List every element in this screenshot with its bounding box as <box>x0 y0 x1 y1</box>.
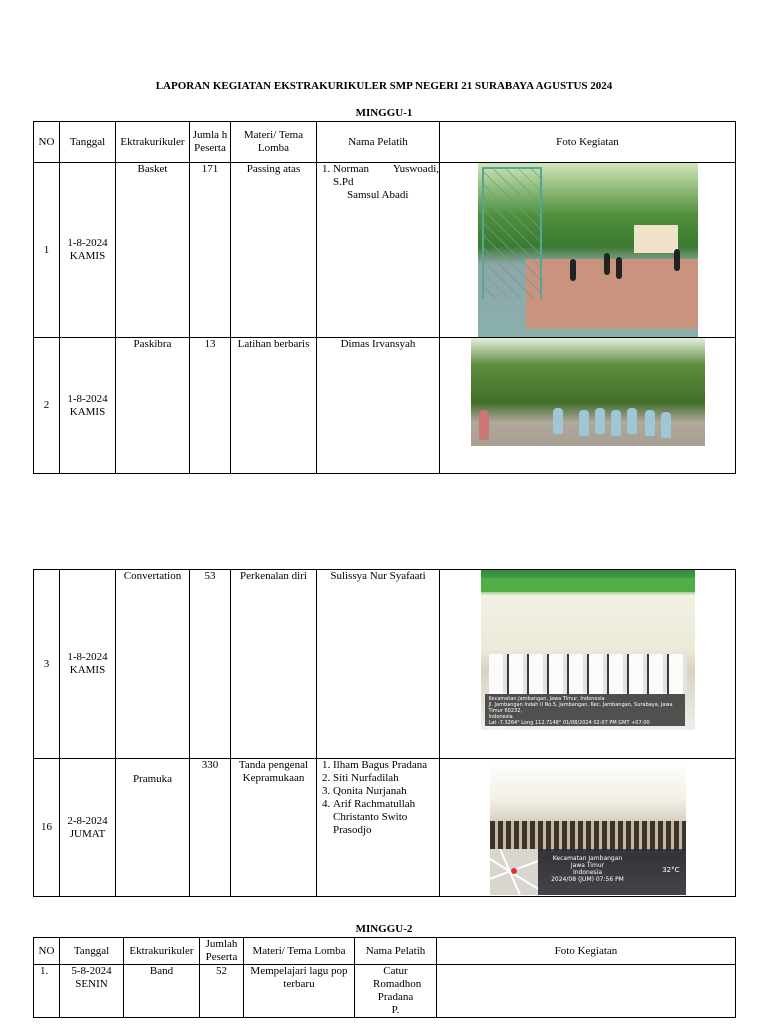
row-pelatih: Dimas Irvansyah <box>317 338 440 474</box>
row-date <box>60 965 124 1018</box>
geotag-line: Kecamatan Jambangan <box>552 855 623 862</box>
row-materi: Mempelajari lagu pop terbaru <box>244 965 355 1018</box>
geotag-temperature: 32°C <box>662 866 680 874</box>
player-figure <box>616 257 622 279</box>
header-ekstrakurikuler: Ektrakurikuler <box>116 122 190 163</box>
building-shape <box>634 225 678 253</box>
row-materi: Latihan berbaris <box>231 338 317 474</box>
row-date <box>60 759 116 897</box>
row-foto <box>440 570 736 759</box>
row-no: 3 <box>34 570 60 759</box>
pelatih-item: Samsul Abadi <box>347 189 409 201</box>
pelatih-list <box>317 163 439 189</box>
week-1-label: MINGGU-1 <box>355 107 413 119</box>
day-text: KAMIS <box>69 250 106 262</box>
table-row <box>34 759 736 897</box>
row-ekstrakurikuler: Basket <box>116 163 190 338</box>
geotag-line: Indonesia <box>488 714 513 720</box>
geotag-line: Lat -7.3264° Long 112.7148° 01/08/2024 02:07 PM GMT +07:00 <box>488 720 650 726</box>
photo-basket <box>478 163 698 337</box>
pelatih-item: 3. Qonita Nurjanah <box>333 785 439 798</box>
court-shape <box>526 259 698 329</box>
pelatih-item: 2. Siti Nurfadilah <box>333 772 439 785</box>
person-figure <box>627 408 637 434</box>
row-ekstrakurikuler: Pramuka <box>116 759 190 897</box>
player-figure <box>604 253 610 275</box>
pelatih-item: 4. Arif Rachmatullah Christanto Swito Prasodjo <box>333 798 439 837</box>
geotag-line: Jawa Timur <box>570 862 605 869</box>
person-figure <box>611 410 621 436</box>
photo-pramuka <box>490 759 686 895</box>
header-jumlah-peserta: Jumlah Peserta <box>200 938 244 965</box>
week-2-label: MINGGU-2 <box>355 923 413 935</box>
table-header-row <box>34 938 736 965</box>
week-1-table <box>33 121 736 474</box>
row-date <box>60 570 116 759</box>
header-materi: Materi/ Tema Lomba <box>244 938 355 965</box>
row-materi: Tanda pengenal Kepramukaan <box>231 759 317 897</box>
row-jumlah: 53 <box>190 570 231 759</box>
date-text: 1-8-2024 <box>67 651 108 663</box>
table-row <box>34 570 736 759</box>
row-pelatih: Sulissya Nur Syafaati <box>317 570 440 759</box>
row-ekstrakurikuler: Paskibra <box>116 338 190 474</box>
row-materi: Passing atas <box>231 163 317 338</box>
person-figure <box>661 412 671 438</box>
row-date <box>60 338 116 474</box>
header-materi: Materi/ Tema Lomba <box>231 122 317 163</box>
crowd-shape <box>490 821 686 851</box>
pelatih-item: 1. Norman Yuswoadi, S.Pd <box>333 163 439 189</box>
row-foto <box>437 965 736 1018</box>
photo-convertation <box>481 570 695 730</box>
row-foto <box>440 338 736 474</box>
row-foto <box>440 759 736 897</box>
row-pelatih <box>317 759 440 897</box>
date-text: 1-8-2024 <box>67 237 108 249</box>
row-jumlah: 13 <box>190 338 231 474</box>
header-foto-kegiatan: Foto Kegiatan <box>440 122 736 163</box>
row-foto <box>440 163 736 338</box>
map-roads-icon <box>490 849 538 895</box>
table-row <box>34 163 736 338</box>
person-figure <box>595 408 605 434</box>
row-no: 2 <box>34 338 60 474</box>
geotag-line: 2024/08 (JUM) 07:56 PM <box>551 876 624 883</box>
row-no: 1. <box>34 965 60 1018</box>
header-tanggal: Tanggal <box>60 122 116 163</box>
header-no: NO <box>34 938 60 965</box>
geotag-line: Google <box>488 726 507 730</box>
row-jumlah: 171 <box>190 163 231 338</box>
person-figure <box>479 410 489 440</box>
header-foto-kegiatan: Foto Kegiatan <box>437 938 736 965</box>
person-figure <box>553 408 563 434</box>
photo-geotag <box>485 694 685 730</box>
day-text: KAMIS <box>69 405 106 418</box>
row-materi: Perkenalan diri <box>231 570 317 759</box>
row-date <box>60 163 116 338</box>
date-text: 2-8-2024 <box>67 814 108 827</box>
header-tanggal: Tanggal <box>60 938 124 965</box>
header-jumlah-peserta: Jumla h Peserta <box>190 122 231 163</box>
photo-paskibra <box>471 338 705 446</box>
table-row <box>34 338 736 474</box>
row-no: 1 <box>34 163 60 338</box>
header-no: NO <box>34 122 60 163</box>
header-ekstrakurikuler: Ektrakurikuler <box>124 938 200 965</box>
map-thumbnail <box>490 849 538 895</box>
hoop-tower <box>482 167 542 299</box>
geotag-line: Jl. Jambangan Indah II No.5, Jambangan, Kec. Jambangan, Surabaya, Jawa Timur 60232, <box>488 702 673 714</box>
table-header-row <box>34 122 736 163</box>
week-1-table-continued <box>33 569 736 897</box>
geotag-line: Indonesia <box>572 869 602 876</box>
player-figure <box>570 259 576 281</box>
header-nama-pelatih: Nama Pelatih <box>317 122 440 163</box>
row-ekstrakurikuler: Convertation <box>116 570 190 759</box>
row-pelatih <box>317 163 440 338</box>
row-ekstrakurikuler: Band <box>124 965 200 1018</box>
report-title: LAPORAN KEGIATAN EKSTRAKURIKULER SMP NEGERI 21 SURABAYA AGUSTUS 2024 <box>155 80 613 92</box>
day-text: JUMAT <box>69 827 106 840</box>
date-text: 1-8-2024 <box>67 392 108 405</box>
date-text: 5-8-2024 <box>71 965 112 977</box>
week-2-table <box>33 937 736 1018</box>
table-row <box>34 965 736 1018</box>
pelatih-item: 1. Ilham Bagus Pradana <box>333 759 439 772</box>
person-figure <box>579 410 589 436</box>
geotag-line: Kecamatan Jambangan, Jawa Timur, Indonesia <box>488 696 605 702</box>
wall-stripe <box>481 578 695 592</box>
row-pelatih: Catur Romadhon Pradana P. <box>355 965 437 1018</box>
students-group <box>489 654 687 694</box>
row-no: 16 <box>34 759 60 897</box>
person-figure <box>645 410 655 436</box>
player-figure <box>674 249 680 271</box>
row-jumlah: 330 <box>190 759 231 897</box>
day-text: SENIN <box>75 978 108 990</box>
header-nama-pelatih: Nama Pelatih <box>355 938 437 965</box>
day-text: KAMIS <box>69 664 106 676</box>
row-jumlah: 52 <box>200 965 244 1018</box>
pelatih-list <box>317 759 439 837</box>
